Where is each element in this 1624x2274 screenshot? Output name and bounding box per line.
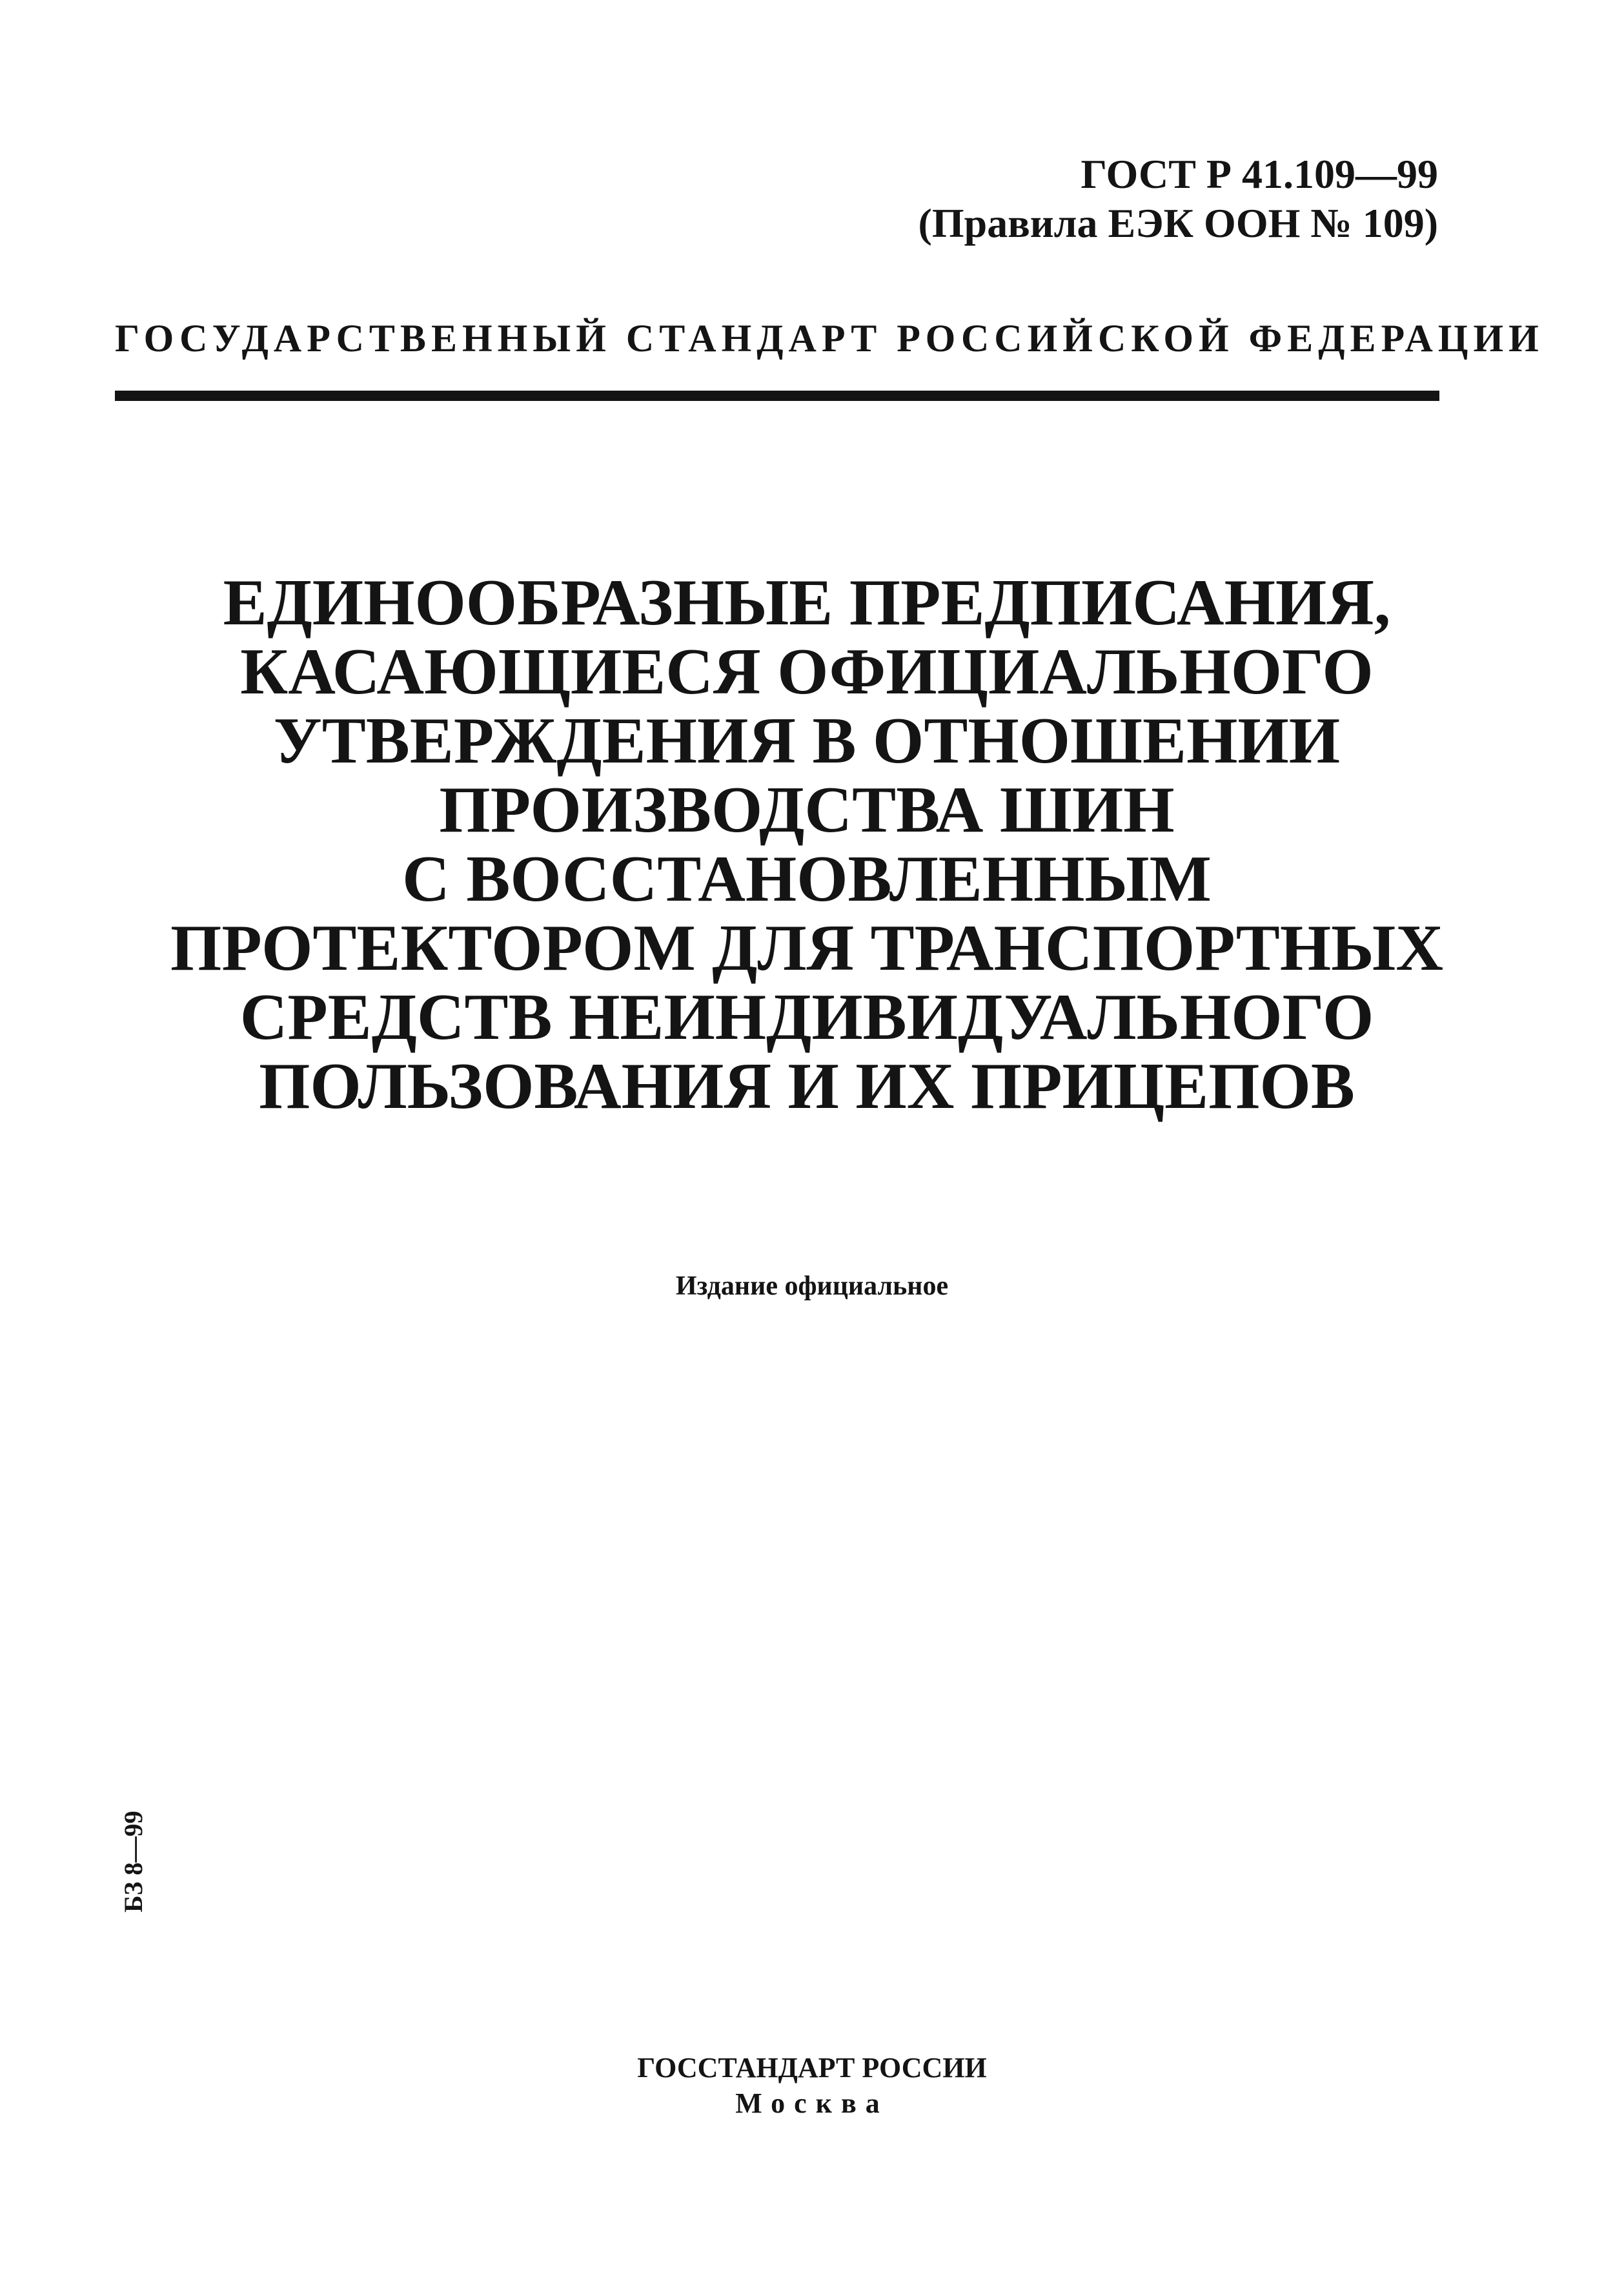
title-line: ПОЛЬЗОВАНИЯ И ИХ ПРИЦЕПОВ <box>259 1050 1355 1123</box>
publisher-city: Москва <box>735 2087 889 2119</box>
title-line: ПРОИЗВОДСТВА ШИН <box>439 773 1175 846</box>
standard-number: ГОСТ Р 41.109—99 <box>1081 151 1438 197</box>
title-line: ЕДИНООБРАЗНЫЕ ПРЕДПИСАНИЯ, <box>223 566 1391 639</box>
standard-designation-block <box>919 150 1439 247</box>
title-line: ПРОТЕКТОРОМ ДЛЯ ТРАНСПОРТНЫХ <box>170 912 1443 985</box>
title-line: УТВЕРЖДЕНИЯ В ОТНОШЕНИИ <box>273 704 1341 777</box>
document-title <box>129 568 1485 1121</box>
edition-note: Издание официальное <box>675 1271 949 1301</box>
publisher-block <box>0 2050 1624 2121</box>
heading-divider <box>115 391 1439 401</box>
title-line: СРЕДСТВ НЕИНДИВИДУАЛЬНОГО <box>239 981 1374 1054</box>
title-line: КАСАЮЩИЕСЯ ОФИЦИАЛЬНОГО <box>240 635 1374 708</box>
title-line: С ВОССТАНОВЛЕННЫМ <box>402 843 1212 916</box>
publisher-name: ГОССТАНДАРТ РОССИИ <box>637 2052 987 2084</box>
state-standard-heading: ГОСУДАРСТВЕННЫЙ СТАНДАРТ РОССИЙСКОЙ ФЕДЕРАЦИИ <box>115 317 1544 360</box>
un-regulation-reference: (Правила ЕЭК ООН № 109) <box>918 200 1438 246</box>
catalog-code: БЗ 8—99 <box>119 1810 148 1912</box>
